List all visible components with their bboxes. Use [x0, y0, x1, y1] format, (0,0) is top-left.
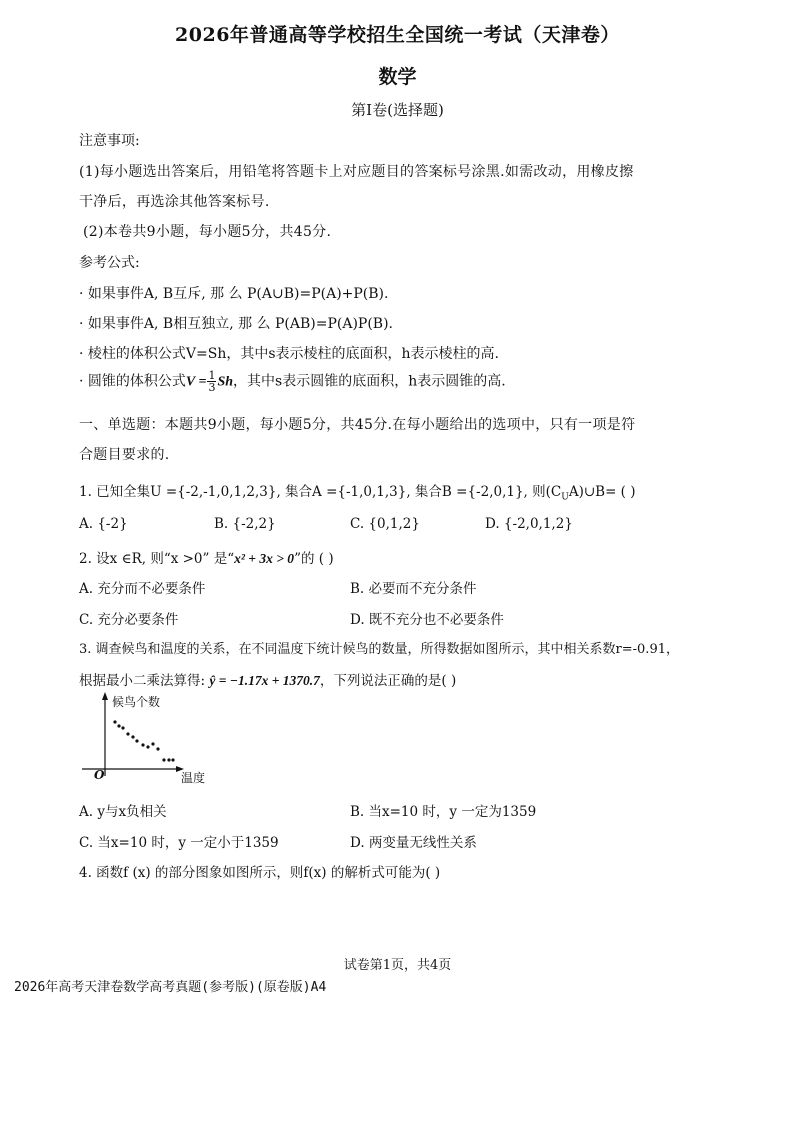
scatter-point — [162, 758, 165, 761]
question-2-option-b: B. 必要而不充分条件 — [350, 581, 477, 597]
question-2-stem-math: x² + 3x > 0 — [234, 551, 295, 566]
scatter-point — [131, 735, 134, 738]
scatter-point — [135, 739, 138, 742]
x-axis-label: 温度 — [181, 771, 206, 785]
volume-title: 第Ⅰ卷(选择题) — [351, 101, 444, 119]
scatter-points — [113, 720, 174, 761]
y-axis-label: 候鸟个数 — [112, 695, 161, 709]
scatter-point — [126, 732, 129, 735]
scatter-plot-figure — [78, 690, 218, 786]
question-1-option-b: B. {-2,2} — [214, 516, 276, 532]
notice-item-1-line-1: (1)每小题选出答案后，用铅笔将答题卡上对应题目的答案标号涂黑.如需改动，用橡皮擦 — [79, 164, 634, 180]
scatter-point — [151, 742, 154, 745]
scatter-point — [156, 747, 159, 750]
question-3-option-a: A. y与x负相关 — [79, 804, 167, 820]
question-3-line-2 — [79, 669, 456, 689]
notice-item-1-line-2: 干净后，再选涂其他答案标号. — [79, 194, 270, 210]
question-2-option-a: A. 充分而不必要条件 — [79, 581, 206, 597]
fraction-numerator: 1 — [208, 369, 216, 382]
question-2-option-c: C. 充分必要条件 — [79, 612, 179, 628]
question-1-stem-subscript: U — [561, 492, 569, 503]
question-1-option-c: C. {0,1,2} — [350, 516, 420, 532]
question-3-line-2-prefix: 根据最小二乘法算得: — [79, 673, 210, 689]
origin-label: O — [94, 768, 105, 782]
question-1-stem-tail: A)∪B= ( ) — [568, 484, 636, 500]
section-1-line-1: 一、单选题：本题共9小题，每小题5分，共45分.在每小题给出的选项中，只有一项是符 — [79, 417, 636, 433]
formula-prism-volume: · 棱柱的体积公式V=Sh，其中s表示棱柱的底面积，h表示棱柱的高. — [79, 346, 499, 362]
scatter-point — [121, 726, 124, 729]
question-2-stem — [79, 547, 334, 567]
question-3-option-c: C. 当x=10 时，y 一定小于1359 — [79, 835, 279, 851]
notice-item-2: (2)本卷共9小题，每小题5分，共45分. — [83, 224, 332, 240]
section-1-line-2: 合题目要求的. — [79, 447, 170, 463]
exam-title: 2026年普通高等学校招生全国统一考试（天津卷） — [175, 24, 620, 46]
question-2-option-d: D. 既不充分也不必要条件 — [350, 612, 504, 628]
question-1-option-d: D. {-2,0,1,2} — [485, 516, 573, 532]
question-4-stem: 4. 函数f (x) 的部分图象如图所示，则f(x) 的解析式可能为( ) — [79, 865, 441, 881]
document-name: 2026年高考天津卷数学高考真题(参考版)(原卷版)A4 — [14, 980, 327, 995]
question-3-line-2-suffix: ，下列说法正确的是( ) — [319, 673, 457, 689]
scatter-point — [167, 758, 170, 761]
question-2-stem-suffix: ”的 ( ) — [294, 551, 334, 567]
question-3-line-1: 3. 调查候鸟和温度的关系，在不同温度下统计候鸟的数量，所得数据如图所示，其中相关系数r=-0.91， — [79, 642, 679, 657]
question-1-option-a: A. {-2} — [79, 516, 128, 532]
question-3-option-b: B. 当x=10 时，y 一定为1359 — [350, 804, 537, 820]
formula-cone-fraction — [207, 370, 216, 393]
question-3-option-d: D. 两变量无线性关系 — [350, 835, 477, 851]
scatter-point — [113, 720, 116, 723]
page-footer: 试卷第1页，共4页 — [343, 958, 452, 973]
question-2-stem-prefix: 2. 设x ∈R, 则“x >0” 是“ — [79, 551, 235, 567]
formula-cone-suffix: ，其中s表示圆锥的底面积，h表示圆锥的高. — [233, 373, 506, 390]
formula-cone-prefix: · 圆锥的体积公式 — [79, 373, 186, 390]
question-1-stem — [79, 480, 636, 503]
scatter-point — [141, 743, 144, 746]
scatter-point — [146, 745, 149, 748]
formula-cone-volume — [79, 370, 506, 393]
formulas-heading: 参考公式: — [79, 255, 140, 271]
question-1-stem-text: 1. 已知全集U ={-2,-1,0,1,2,3}, 集合A ={-1,0,1,3}, 集合B ={-2,0,1}, 则(C — [79, 484, 562, 500]
question-3-regression-equation: ŷ = −1.17x + 1370.7 — [209, 673, 320, 688]
formula-independent: · 如果事件A, B相互独立, 那 么 P(AB)=P(A)P(B). — [79, 316, 394, 332]
formula-cone-rhs: Sh — [217, 374, 234, 390]
formula-cone-lhs: V = — [185, 374, 207, 390]
notice-heading: 注意事项: — [79, 133, 140, 149]
fraction-denominator: 3 — [208, 381, 216, 394]
subject-title: 数学 — [378, 66, 417, 88]
formula-mutually-exclusive: · 如果事件A, B互斥, 那 么 P(A∪B)=P(A)+P(B). — [79, 286, 389, 302]
scatter-point — [171, 758, 174, 761]
y-axis-arrow — [102, 692, 108, 700]
scatter-point — [117, 724, 120, 727]
